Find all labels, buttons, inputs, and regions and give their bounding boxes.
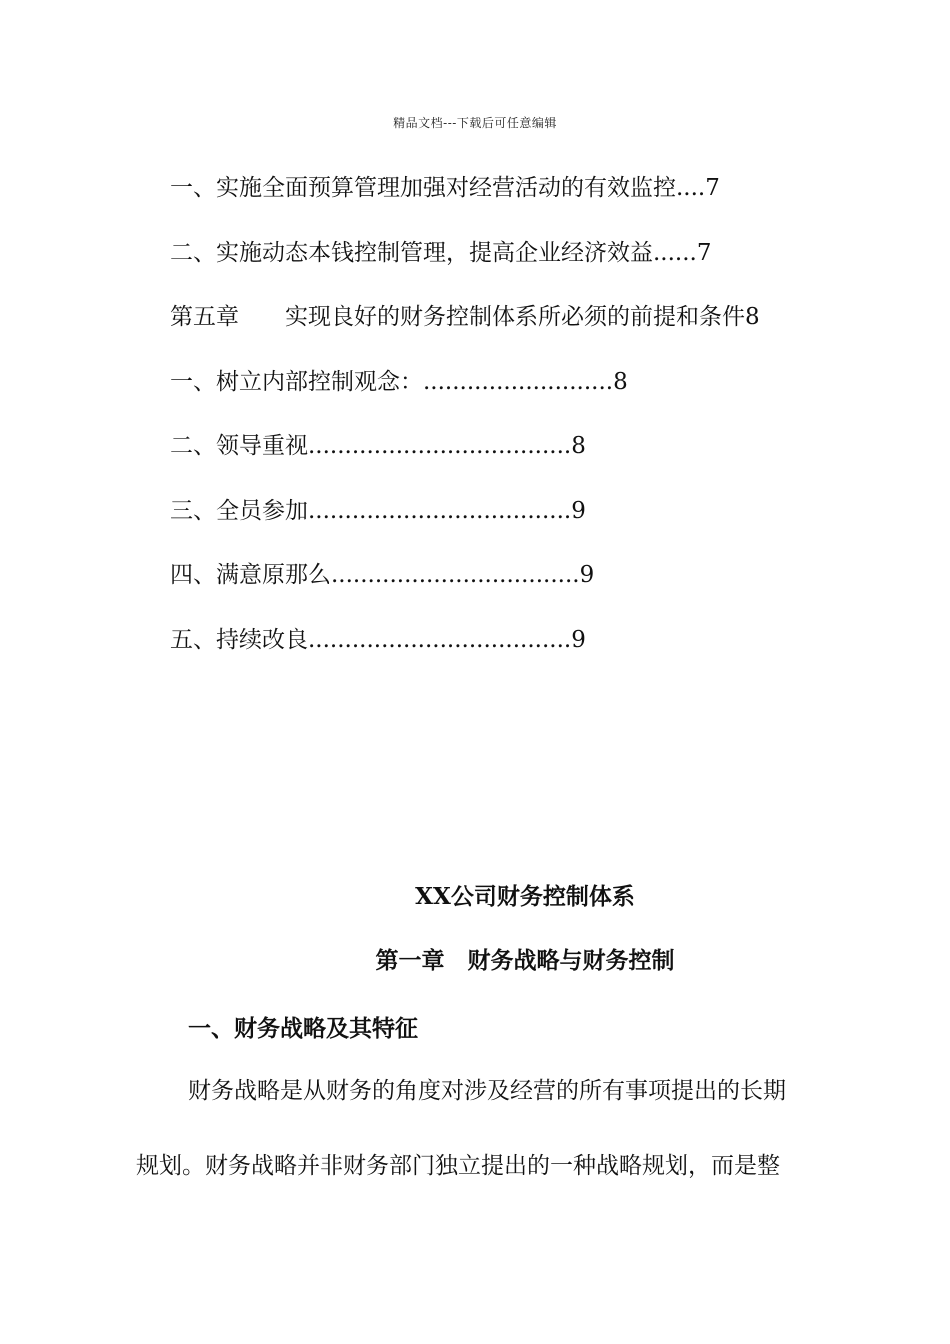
toc-entry[interactable]: 一、实施全面预算管理加强对经营活动的有效监控....7 [170, 175, 720, 201]
toc-entry[interactable]: 一、树立内部控制观念：..........................8 [170, 368, 628, 395]
watermark-header: 精品文档---下载后可任意编辑 [393, 116, 557, 130]
paragraph-line: 规划。财务战略并非财务部门独立提出的一种战略规划，而是整 [136, 1153, 780, 1179]
paragraph-line: 财务战略是从财务的角度对涉及经营的所有事项提出的长期 [188, 1078, 786, 1104]
table-of-contents [170, 170, 810, 686]
toc-entry[interactable]: 二、实施动态本钱控制管理，提高企业经济效益......7 [170, 239, 712, 266]
chapter-heading: 第一章 财务战略与财务控制 [375, 947, 675, 974]
section-heading: 一、财务战略及其特征 [188, 1015, 418, 1042]
toc-entry[interactable]: 三、全员参加....................................9 [170, 497, 586, 524]
document-title: XX公司财务控制体系 [415, 883, 635, 910]
toc-entry[interactable]: 第五章 实现良好的财务控制体系所必须的前提和条件8 [170, 304, 760, 330]
toc-entry[interactable]: 四、满意原那么..................................9 [170, 562, 595, 588]
toc-entry[interactable]: 五、持续改良....................................9 [170, 626, 586, 653]
toc-entry[interactable]: 二、领导重视....................................8 [170, 433, 586, 459]
